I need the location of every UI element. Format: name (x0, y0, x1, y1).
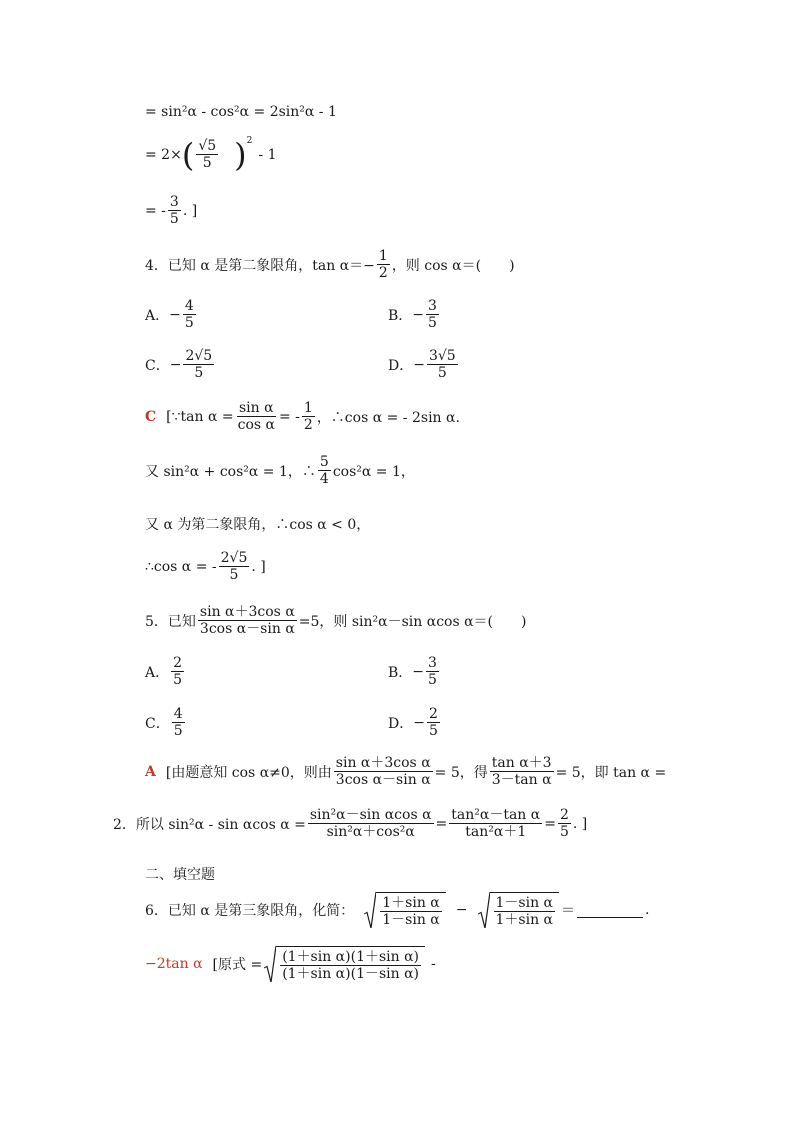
numerator: tan α＋3 (491, 755, 552, 771)
numerator: sin²α－sin αcos α (309, 807, 432, 823)
radical-icon (264, 946, 276, 982)
text: ，则 cos α＝( ) (391, 257, 515, 274)
text: 二、填空题 (145, 867, 215, 883)
q3-solution-line3 (145, 194, 197, 227)
fraction (171, 655, 184, 688)
q4-solution-line4 (145, 550, 266, 583)
fraction (280, 949, 421, 982)
option-label: B． (388, 664, 413, 681)
text: 4．已知 α 是第二象限角，tan α＝− (145, 257, 375, 274)
fraction (494, 895, 556, 928)
denominator: 2 (303, 417, 313, 434)
numerator: sin α＋3cos α (335, 755, 431, 771)
fraction (183, 348, 214, 381)
denominator: 2 (378, 265, 388, 282)
sqrt-expression (364, 892, 446, 928)
q6-stem (145, 892, 649, 928)
numerator: 1＋sin α (382, 895, 440, 911)
fraction (318, 454, 331, 487)
exponent: 2 (246, 135, 253, 146)
fraction (168, 194, 181, 227)
numerator: sin α (238, 400, 274, 416)
numerator: (1＋sin α)(1＋sin α) (282, 949, 420, 965)
text: 5．已知 (145, 613, 196, 630)
text: = - (145, 202, 166, 219)
text: . ] (251, 558, 266, 575)
q4-option-b[interactable] (388, 298, 441, 331)
fraction (236, 400, 277, 433)
sign: − (169, 356, 182, 373)
denominator: 5 (559, 824, 569, 841)
q5-stem (145, 604, 526, 637)
option-label: A． (145, 307, 170, 324)
denominator: 5 (229, 567, 239, 584)
text: ，∴cos α = - 2sin α. (316, 409, 460, 426)
text: [原式 = (212, 957, 263, 974)
numerator: 2 (559, 807, 569, 823)
fraction (427, 706, 440, 739)
text: = (435, 815, 448, 832)
numerator: 2√5 (185, 348, 213, 364)
numerator: 3 (428, 655, 437, 671)
denominator: 3cos α－sin α (335, 772, 431, 789)
answer-text: −2tan α (145, 956, 203, 973)
numerator: 4 (184, 298, 194, 314)
q4-option-c[interactable] (145, 348, 216, 381)
denominator: 4 (319, 471, 329, 488)
numerator: 3 (428, 298, 437, 314)
text: . (645, 902, 650, 919)
option-label: C． (145, 357, 170, 374)
denominator: 5 (169, 211, 179, 228)
denominator: 5 (173, 723, 183, 740)
text: 又 sin²α + cos²α = 1，∴ (145, 463, 316, 480)
q4-option-a[interactable] (145, 298, 198, 331)
fraction (219, 550, 250, 583)
option-label: C． (145, 715, 170, 732)
fraction (426, 298, 439, 331)
denominator: 5 (202, 155, 212, 172)
answer-blank[interactable] (577, 903, 643, 918)
text: ＝ (561, 903, 575, 920)
option-label: A． (145, 664, 170, 681)
text: - 1 (258, 146, 277, 163)
fraction (183, 298, 196, 331)
sqrt-expression (264, 946, 425, 982)
fraction (334, 755, 433, 788)
q5-solution-line2 (113, 807, 587, 840)
q4-solution-line3 (145, 514, 370, 534)
numerator: √5 (198, 138, 217, 154)
denominator: 1＋sin α (495, 912, 553, 929)
option-label: B． (388, 307, 413, 324)
fraction (426, 655, 439, 688)
q4-option-d[interactable] (388, 348, 460, 381)
sign: − (412, 663, 425, 680)
fraction (172, 706, 185, 739)
q4-solution-line1 (145, 400, 460, 433)
numerator: 2 (428, 706, 438, 722)
denominator: 5 (184, 315, 194, 332)
text: - (431, 956, 436, 973)
denominator: 5 (428, 672, 437, 689)
numerator: 1－sin α (495, 895, 553, 911)
text: [由题意知 cos α≠0，则由 (165, 764, 332, 781)
text: 6．已知 α 是第三象限角，化简： (145, 903, 355, 920)
text: ∴cos α = - (145, 558, 217, 575)
sqrt-expression (478, 892, 560, 928)
fraction (198, 604, 297, 637)
fraction (558, 807, 571, 840)
q5-solution-line1 (145, 755, 666, 788)
denominator: tan²α＋1 (465, 824, 527, 841)
text: . ] (572, 815, 588, 832)
sign: − (169, 306, 181, 323)
q5-option-a[interactable] (145, 655, 186, 688)
numerator: 5 (319, 454, 329, 470)
denominator: 1－sin α (382, 912, 440, 929)
text: . ] (182, 202, 198, 219)
fraction (302, 400, 315, 433)
fraction (196, 138, 218, 171)
fraction (377, 248, 390, 281)
q4-stem (145, 248, 515, 281)
numerator: 3√5 (428, 348, 456, 364)
text: = 5，即 tan α = (555, 764, 667, 781)
text: = 5，得 (434, 764, 488, 781)
numerator: 1 (378, 248, 388, 264)
fraction (380, 895, 442, 928)
fraction (427, 348, 458, 381)
text: cos²α = 1， (332, 463, 415, 480)
q6-solution (145, 946, 436, 982)
numerator: 1 (303, 400, 313, 416)
denominator: sin²α＋cos²α (326, 824, 415, 841)
denominator: 5 (437, 365, 447, 382)
q5-option-d[interactable] (388, 706, 442, 739)
numerator: 2 (173, 655, 183, 671)
sign: − (412, 306, 425, 323)
q5-option-b[interactable] (388, 655, 441, 688)
text: − (455, 902, 468, 919)
numerator: 3 (169, 194, 179, 210)
text: = - (278, 408, 300, 425)
answer-letter: C (145, 408, 157, 425)
left-paren: ( (181, 135, 195, 174)
fraction (490, 755, 554, 788)
q4-solution-line2 (145, 454, 415, 487)
numerator: 2√5 (220, 550, 248, 566)
radical-icon (478, 892, 490, 928)
sign: − (413, 714, 425, 731)
denominator: cos α (237, 417, 275, 434)
section-heading (145, 864, 215, 884)
denominator: 3cos α－sin α (199, 621, 295, 638)
q5-option-c[interactable] (145, 706, 187, 739)
text: 又 α 为第二象限角，∴cos α < 0， (145, 517, 371, 533)
right-paren: ) (234, 135, 247, 174)
text: 2．所以 sin²α - sin αcos α = (113, 816, 306, 833)
option-label: D． (388, 715, 414, 732)
text: [∵tan α = (166, 408, 234, 425)
option-label: D． (388, 357, 414, 374)
text: = 2× (145, 146, 182, 163)
numerator: sin α＋3cos α (199, 604, 295, 620)
denominator: 3－tan α (491, 772, 552, 789)
radical-icon (364, 892, 376, 928)
text: = (544, 815, 556, 832)
q3-solution-line2 (145, 135, 277, 174)
denominator: 5 (428, 723, 438, 740)
text: = sin²α - cos²α = 2sin²α - 1 (145, 104, 337, 120)
text: =5，则 sin²α－sin αcos α＝( ) (298, 613, 527, 630)
denominator: 5 (194, 365, 204, 382)
denominator: (1＋sin α)(1－sin α) (282, 966, 420, 983)
denominator: 5 (428, 315, 437, 332)
fraction (308, 807, 434, 840)
q3-solution-line1 (145, 104, 337, 120)
fraction (449, 807, 542, 840)
numerator: tan²α－tan α (451, 807, 541, 823)
numerator: 4 (173, 706, 183, 722)
denominator: 5 (173, 672, 183, 689)
sign: − (413, 356, 425, 373)
answer-letter: A (145, 763, 156, 780)
